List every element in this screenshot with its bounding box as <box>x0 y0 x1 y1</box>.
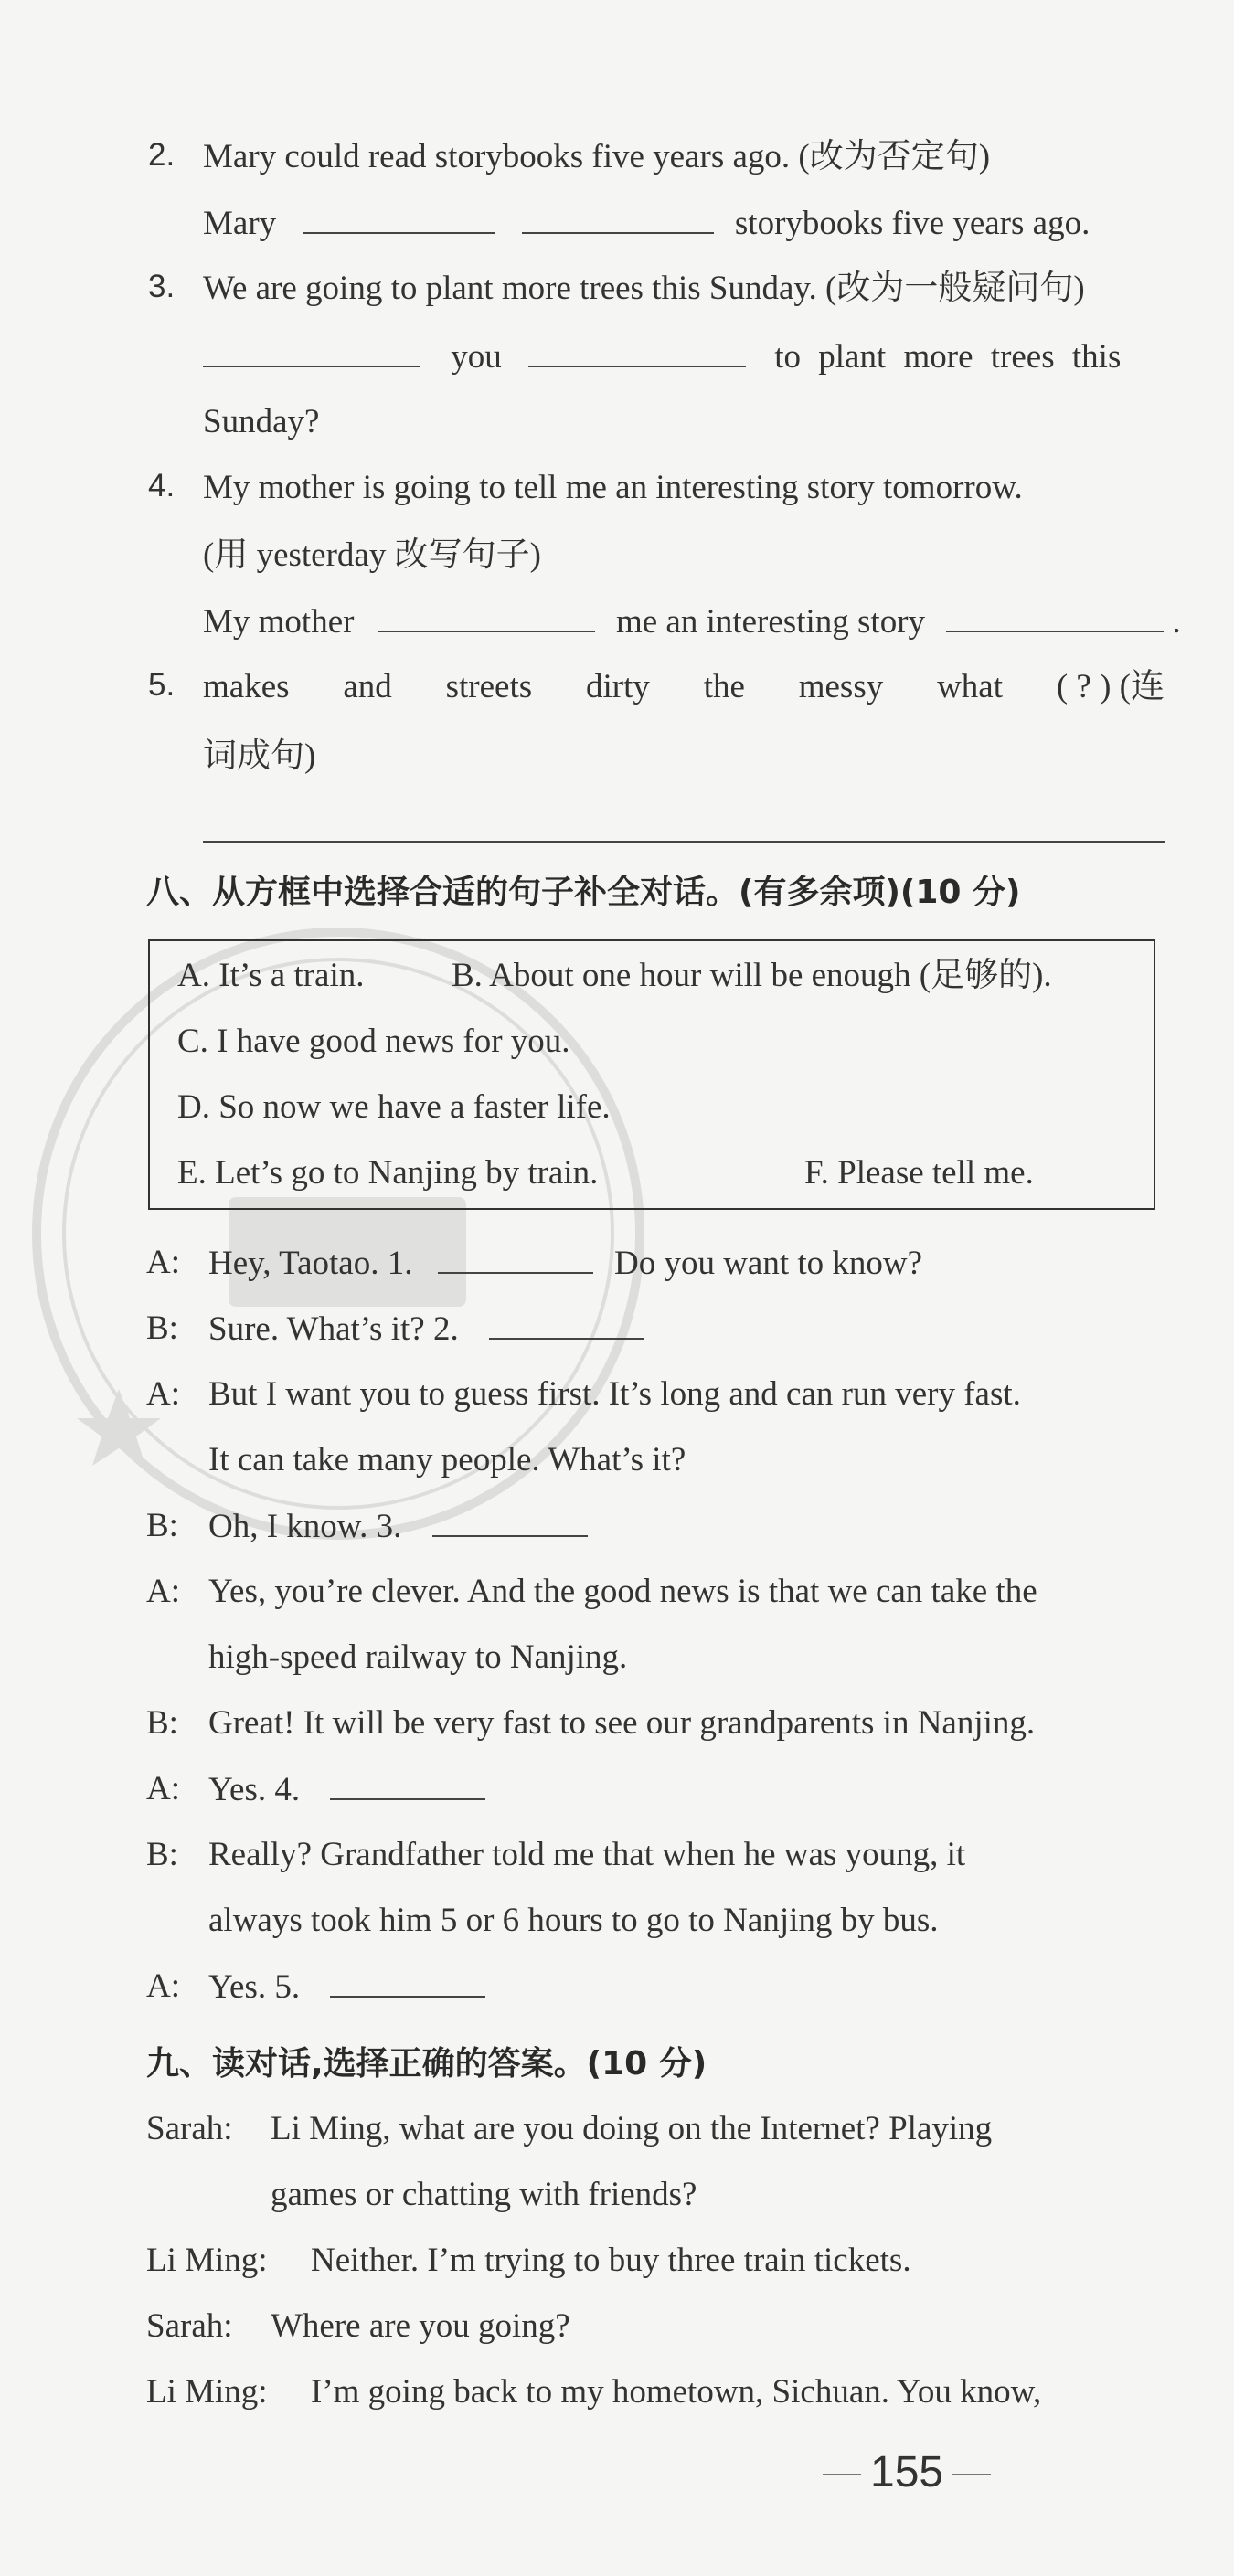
option-c: C. I have good news for you. <box>177 1023 570 1060</box>
question-4-instruction: (用 yesterday 改写句子) <box>203 536 541 574</box>
question-4-number: 4. <box>148 468 176 504</box>
question-5-instruction: 词成句) <box>203 737 316 775</box>
question-2-end: storybooks five years ago. <box>734 205 1090 242</box>
dialogue-continuation: games or chatting with friends? <box>271 2176 697 2213</box>
word-tile: and <box>343 668 392 705</box>
dialogue-text: Oh, I know. 3. <box>208 1508 402 1545</box>
speaker-label: B: <box>146 1507 178 1544</box>
dialogue-line <box>208 1504 588 1549</box>
dialogue-text: Where are you going? <box>271 2307 570 2345</box>
question-3-number: 3. <box>148 269 176 304</box>
section-9-heading: 九、读对话,选择正确的答案。(10 分) <box>146 2045 707 2083</box>
answer-blank[interactable] <box>522 201 714 234</box>
word-tile: ( ? ) (连 <box>1056 668 1165 705</box>
dialogue-text-after: Do you want to know? <box>613 1245 923 1282</box>
answer-blank[interactable] <box>946 599 1164 632</box>
answer-blank-5[interactable] <box>330 1965 485 1998</box>
question-5-words <box>203 665 1165 709</box>
word-tile: the <box>703 668 745 705</box>
word-tile: streets <box>445 668 533 705</box>
dialogue-continuation: always took him 5 or 6 hours to go to Nanjing by bus. <box>208 1902 939 1939</box>
dialogue-text: I’m going back to my hometown, Sichuan. You know, <box>311 2373 1042 2411</box>
dialogue-text: Really? Grandfather told me that when he was young, it <box>208 1836 966 1873</box>
question-5-answer-line[interactable] <box>203 841 1165 843</box>
question-2-text: Mary could read storybooks five years ago. (改为否定句) <box>203 138 991 175</box>
page-number <box>814 2447 1000 2497</box>
dialogue-line <box>208 1241 922 1286</box>
question-2-start: Mary <box>203 205 277 242</box>
dialogue-text: Sure. What’s it? 2. <box>208 1310 459 1348</box>
speaker-label: B: <box>146 1836 178 1873</box>
question-4-start: My mother <box>203 603 355 641</box>
question-3-end: to plant more trees this <box>774 338 1122 376</box>
speaker-label: A: <box>146 1770 180 1807</box>
question-3-continuation: Sunday? <box>203 403 320 440</box>
speaker-label: A: <box>146 1244 180 1281</box>
speaker-label: B: <box>146 1309 178 1347</box>
question-4-text: My mother is going to tell me an interesting story tomorrow. <box>203 469 1023 506</box>
speaker-label: Li Ming: <box>146 2373 268 2411</box>
question-3-answer-line <box>203 334 1121 379</box>
answer-blank-1[interactable] <box>438 1241 593 1274</box>
dialogue-text: Yes, you’re clever. And the good news is that we can take the <box>208 1573 1037 1610</box>
question-2-answer-line <box>203 201 1090 246</box>
word-tile: messy <box>798 668 884 705</box>
section-8-heading: 八、从方框中选择合适的句子补全对话。(有多余项)(10 分) <box>146 874 1021 911</box>
dialogue-text: Yes. 5. <box>208 1968 301 2006</box>
dialogue-text: Great! It will be very fast to see our grandparents in Nanjing. <box>208 1704 1036 1742</box>
answer-blank[interactable] <box>378 599 595 632</box>
page-number-dash <box>952 2474 991 2475</box>
speaker-label: Sarah: <box>146 2307 233 2345</box>
speaker-label: Sarah: <box>146 2110 233 2147</box>
speaker-label: Li Ming: <box>146 2242 268 2279</box>
option-a: A. It’s a train. <box>177 957 365 994</box>
question-3-mid: you <box>451 338 502 376</box>
question-4-answer-line <box>203 599 1181 644</box>
speaker-label: A: <box>146 1375 180 1413</box>
dialogue-text: Hey, Taotao. 1. <box>208 1245 413 1282</box>
answer-blank-2[interactable] <box>489 1307 644 1340</box>
answer-blank-3[interactable] <box>432 1504 588 1537</box>
dialogue-line <box>208 1767 485 1812</box>
word-tile: what <box>937 668 1003 705</box>
option-b: B. About one hour will be enough (足够的). <box>452 957 1052 994</box>
dialogue-continuation: high-speed railway to Nanjing. <box>208 1638 628 1676</box>
question-4-mid: me an interesting story <box>615 603 926 641</box>
option-f: F. Please tell me. <box>804 1154 1034 1192</box>
dialogue-line <box>208 1965 485 2009</box>
dialogue-continuation: It can take many people. What’s it? <box>208 1441 686 1479</box>
word-tile: dirty <box>585 668 650 705</box>
dialogue-text: Li Ming, what are you doing on the Internet? Playing <box>271 2110 993 2147</box>
answer-blank[interactable] <box>303 201 495 234</box>
speaker-label: A: <box>146 1967 180 2005</box>
answer-blank-4[interactable] <box>330 1767 485 1800</box>
question-4-end: . <box>1172 603 1181 641</box>
dialogue-text: Neither. I’m trying to buy three train tickets. <box>311 2242 911 2279</box>
question-2-prompt <box>203 135 990 179</box>
answer-blank[interactable] <box>203 334 420 367</box>
dialogue-line <box>208 1307 644 1352</box>
dialogue-text: Yes. 4. <box>208 1771 301 1808</box>
speaker-label: B: <box>146 1704 178 1742</box>
page-number-value: 155 <box>870 2448 944 2496</box>
option-d: D. So now we have a faster life. <box>177 1088 611 1126</box>
page-number-dash <box>823 2474 861 2475</box>
question-2-number: 2. <box>148 137 176 173</box>
dialogue-text: But I want you to guess first. It’s long and can run very fast. <box>208 1375 1021 1413</box>
option-e: E. Let’s go to Nanjing by train. <box>177 1154 599 1192</box>
word-tile: makes <box>203 668 290 705</box>
answer-blank[interactable] <box>528 334 746 367</box>
question-5-number: 5. <box>148 667 176 703</box>
question-3-text: We are going to plant more trees this Sunday. (改为一般疑问句) <box>203 270 1085 307</box>
speaker-label: A: <box>146 1573 180 1610</box>
